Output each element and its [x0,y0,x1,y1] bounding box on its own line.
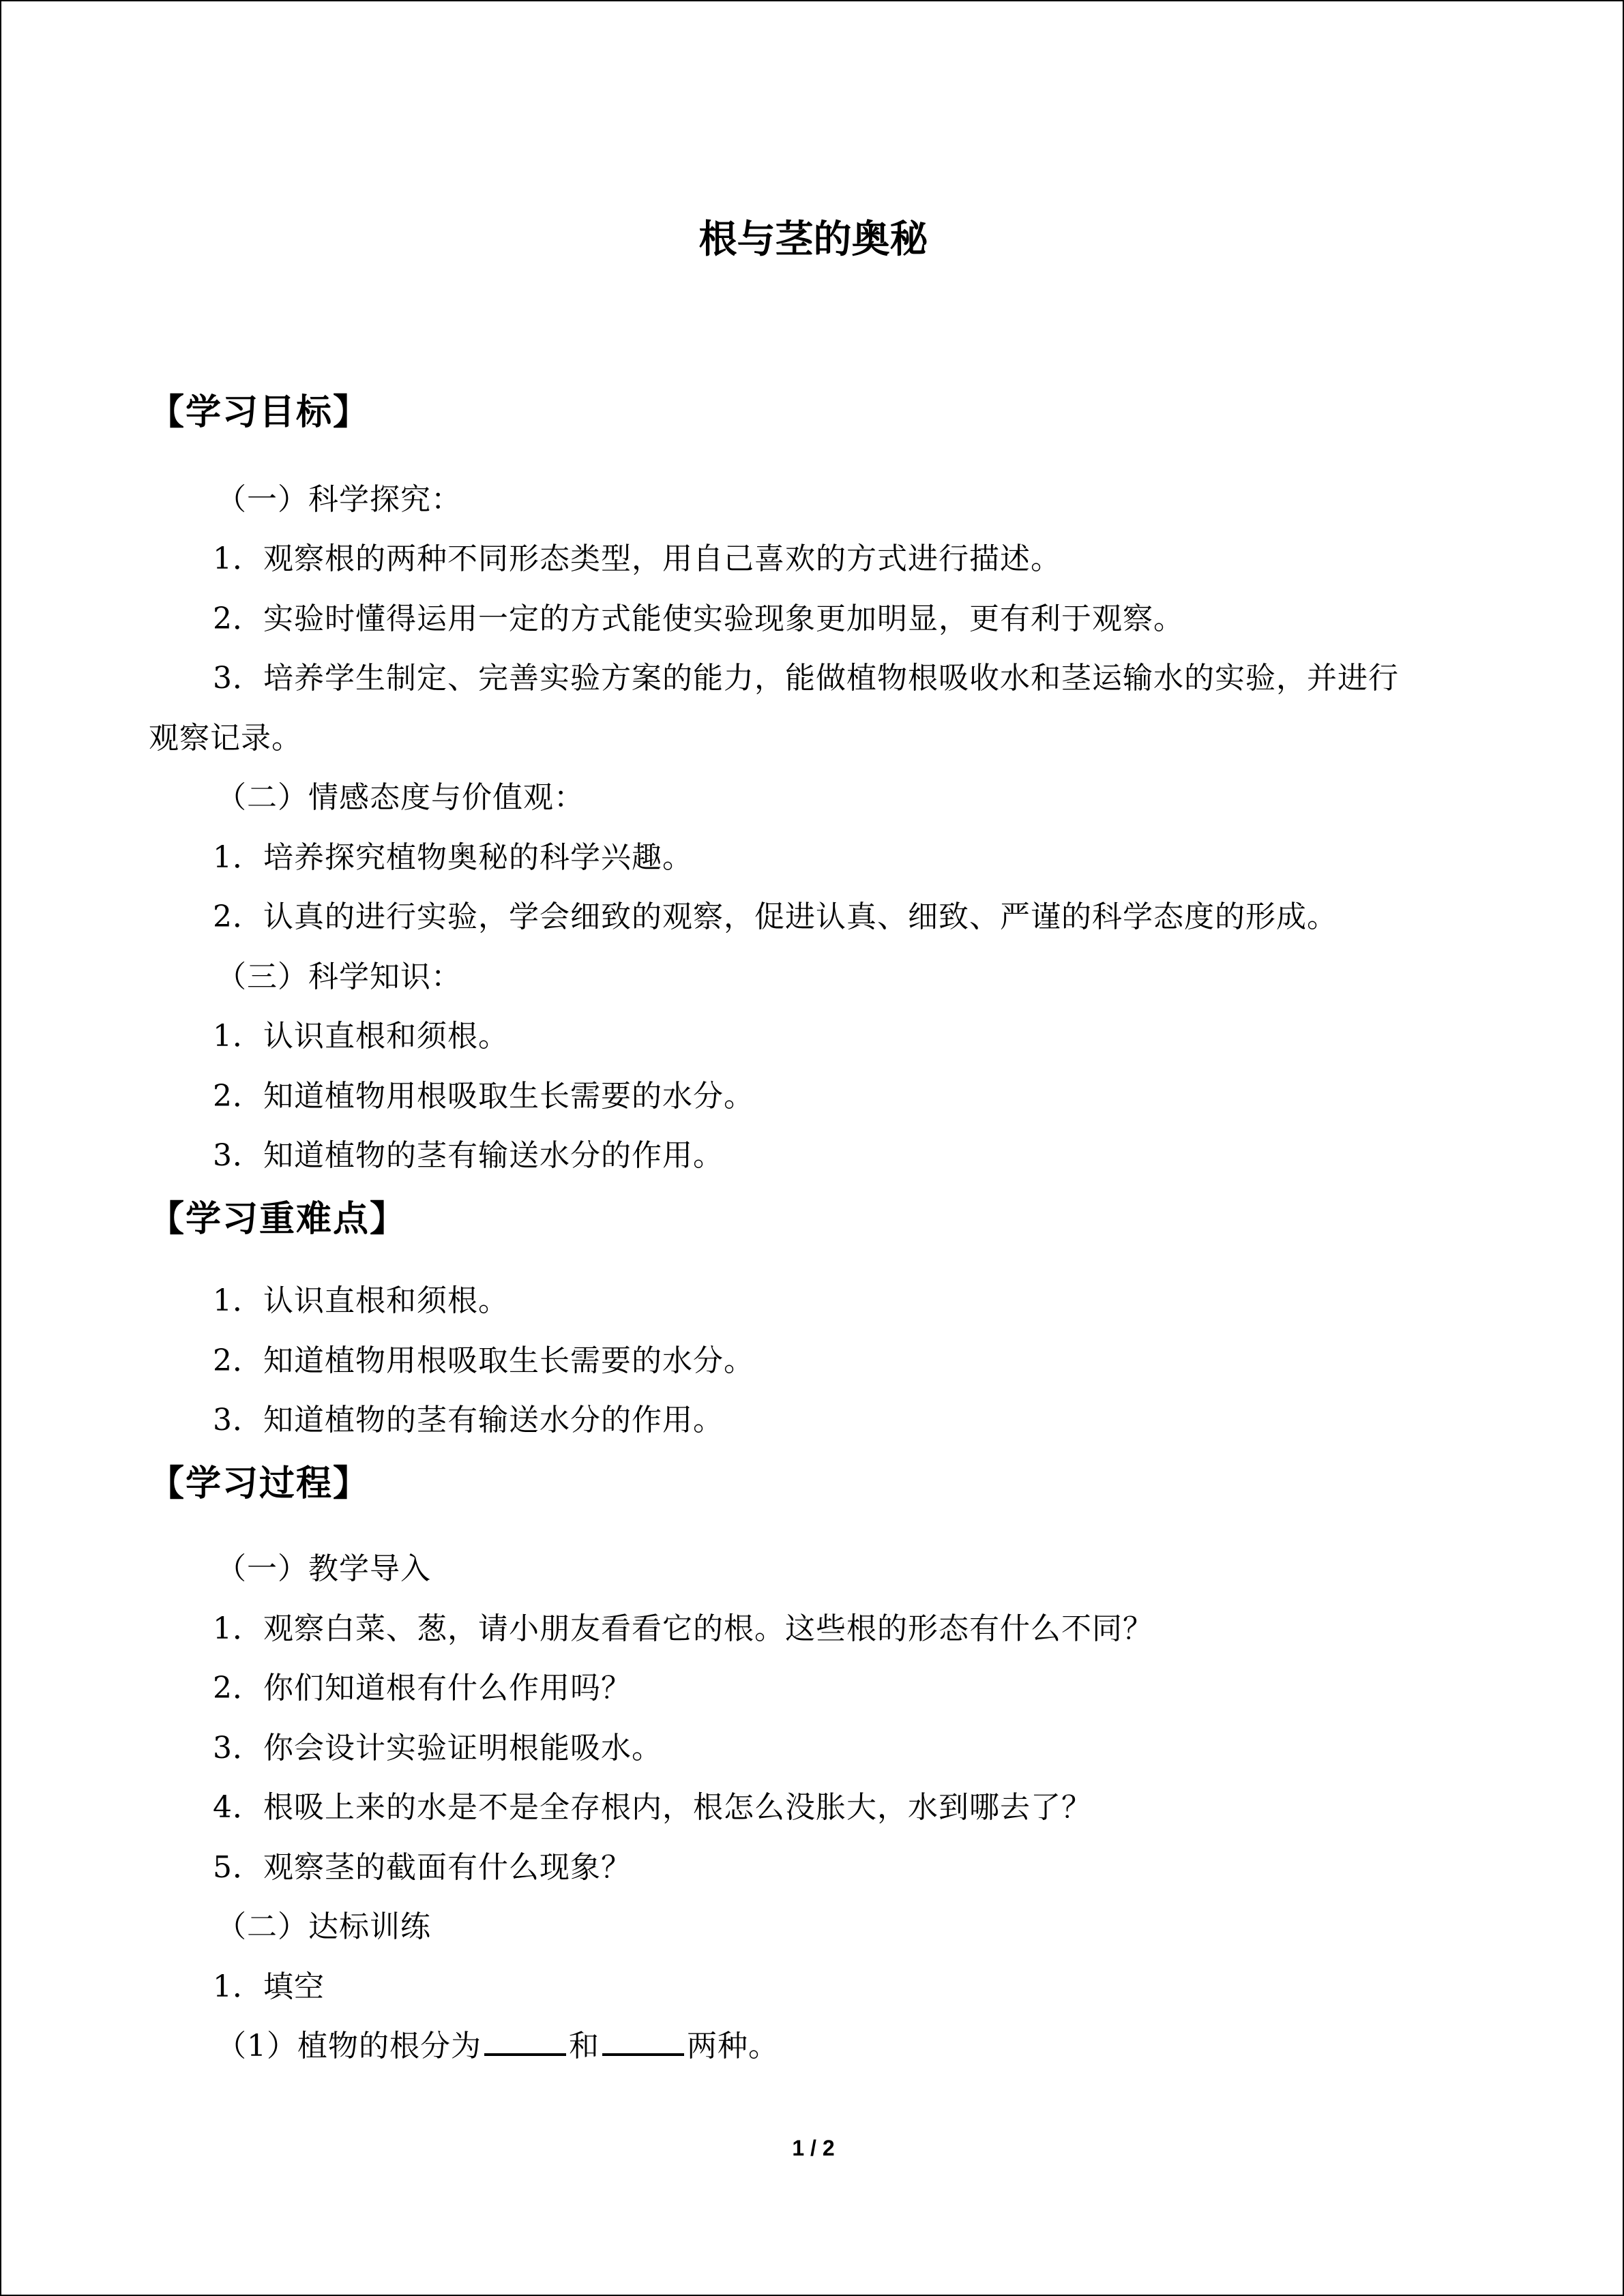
section-heading-process: 【学习过程】 [149,1463,370,1504]
text-line: 4．根吸上来的水是不是全存根内，根怎么没胀大，水到哪去了？ [213,1790,1092,1825]
page-title: 根与茎的奥秘 [698,218,928,262]
text-line: （一）科学探究： [216,482,462,517]
fill-blank-text-1: （1）植物的根分为 [216,2029,482,2063]
answer-blank-2[interactable] [602,2026,684,2056]
text-line: 3．知道植物的茎有输送水分的作用。 [213,1138,724,1173]
section-heading-key-points: 【学习重难点】 [149,1199,407,1240]
text-line: 观察记录。 [149,721,302,756]
text-line: 1．认识直根和须根。 [213,1283,509,1318]
text-line: 2．知道植物用根吸取生长需要的水分。 [213,1343,754,1378]
page-number: 1 / 2 [792,2136,835,2160]
text-line: 3．知道植物的茎有输送水分的作用。 [213,1403,724,1437]
text-line: 1．认识直根和须根。 [213,1019,509,1054]
text-line: 2．实验时懂得运用一定的方式能使实验现象更加明显，更有利于观察。 [213,601,1184,636]
section-heading-objectives: 【学习目标】 [149,392,370,433]
text-line: 3．你会设计实验证明根能吸水。 [213,1731,662,1765]
text-line: 3．培养学生制定、完善实验方案的能力，能做植物根吸收水和茎运输水的实验，并进行 [213,661,1399,696]
text-line: 2．你们知道根有什么作用吗？ [213,1671,632,1705]
text-line: 1．观察白菜、葱，请小朋友看看它的根。这些根的形态有什么不同？ [213,1611,1153,1646]
text-line: （三）科学知识： [216,959,462,994]
text-line: 5．观察茎的截面有什么现象？ [213,1850,632,1885]
text-line: 1．填空 [213,1969,325,2004]
text-line: 2．知道植物用根吸取生长需要的水分。 [213,1079,754,1114]
answer-blank-1[interactable] [484,2026,566,2056]
text-line: 1．培养探究植物奥秘的科学兴趣。 [213,840,693,875]
text-line: （一）教学导入 [216,1551,431,1586]
text-line: 2．认真的进行实验，学会细致的观察，促进认真、细致、严谨的科学态度的形成。 [213,899,1338,934]
text-line: （二）情感态度与价值观： [216,780,585,815]
text-line: 1．观察根的两种不同形态类型，用自己喜欢的方式进行描述。 [213,541,1061,576]
fill-blank-question [216,2021,779,2065]
text-line: （二）达标训练 [216,1909,431,1944]
fill-blank-text-2: 和 [569,2029,600,2063]
fill-blank-text-3: 两种。 [687,2029,779,2063]
